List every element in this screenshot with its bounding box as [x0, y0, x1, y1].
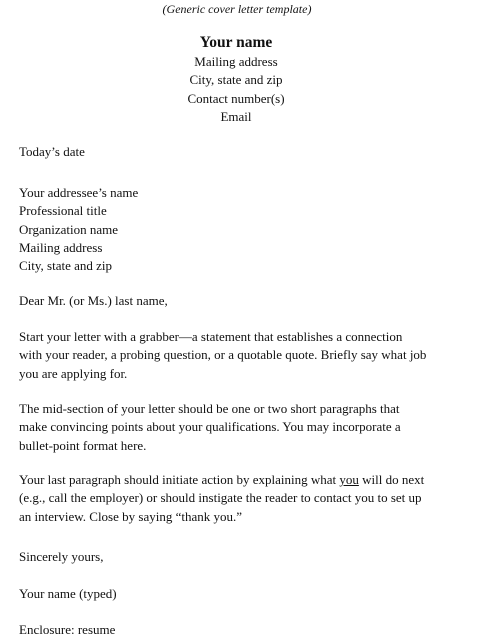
- paragraph-line: an interview. Close by saying “thank you.”: [19, 508, 242, 524]
- paragraph-line: you are applying for.: [19, 365, 128, 381]
- paragraph-line: (e.g., call the employer) or should instigate the reader to contact you to set up: [19, 490, 422, 506]
- sender-city-state-zip: City, state and zip: [189, 72, 283, 88]
- paragraph-line: The mid-section of your letter should be one or two short paragraphs that: [19, 401, 400, 416]
- salutation: Dear Mr. (or Ms.) last name,: [19, 293, 168, 308]
- emphasis-you: you: [339, 472, 359, 487]
- paragraph-line: make convincing points about your qualifications. You may incorporate a: [19, 419, 401, 435]
- recipient-mailing-address: Mailing address: [19, 239, 103, 255]
- paragraph-text: will do next: [358, 472, 425, 487]
- sender-name: Your name: [199, 34, 273, 51]
- sender-mailing-address: Mailing address: [194, 54, 278, 69]
- paragraph-line: Start your letter with a grabber—a statement that establishes a connection: [19, 329, 403, 344]
- paragraph-opening: [19, 328, 479, 383]
- paragraph-line: bullet-point format here.: [19, 437, 147, 453]
- recipient-organization: Organization name: [19, 221, 119, 237]
- enclosure: Enclosure: resume: [19, 622, 116, 637]
- closing: Sincerely yours,: [19, 549, 104, 564]
- paragraph-line: [19, 471, 479, 489]
- typed-name: Your name (typed): [19, 586, 117, 601]
- paragraph-line: with your reader, a probing question, or a quotable quote. Briefly say what job: [19, 347, 427, 363]
- letter-date: Today’s date: [19, 144, 85, 159]
- recipient-city-state-zip: City, state and zip: [19, 258, 113, 274]
- sender-contact-number: Contact number(s): [187, 90, 285, 106]
- template-note: (Generic cover letter template): [162, 2, 312, 16]
- recipient-title: Professional title: [19, 203, 107, 219]
- sender-email: Email: [220, 108, 252, 124]
- paragraph-closing: [19, 471, 479, 526]
- paragraph-text: Your last paragraph should initiate action by explaining what: [19, 472, 340, 487]
- recipient-name: Your addressee’s name: [19, 185, 139, 200]
- recipient-block: [19, 184, 479, 275]
- paragraph-middle: [19, 400, 479, 455]
- sender-block: [0, 33, 472, 126]
